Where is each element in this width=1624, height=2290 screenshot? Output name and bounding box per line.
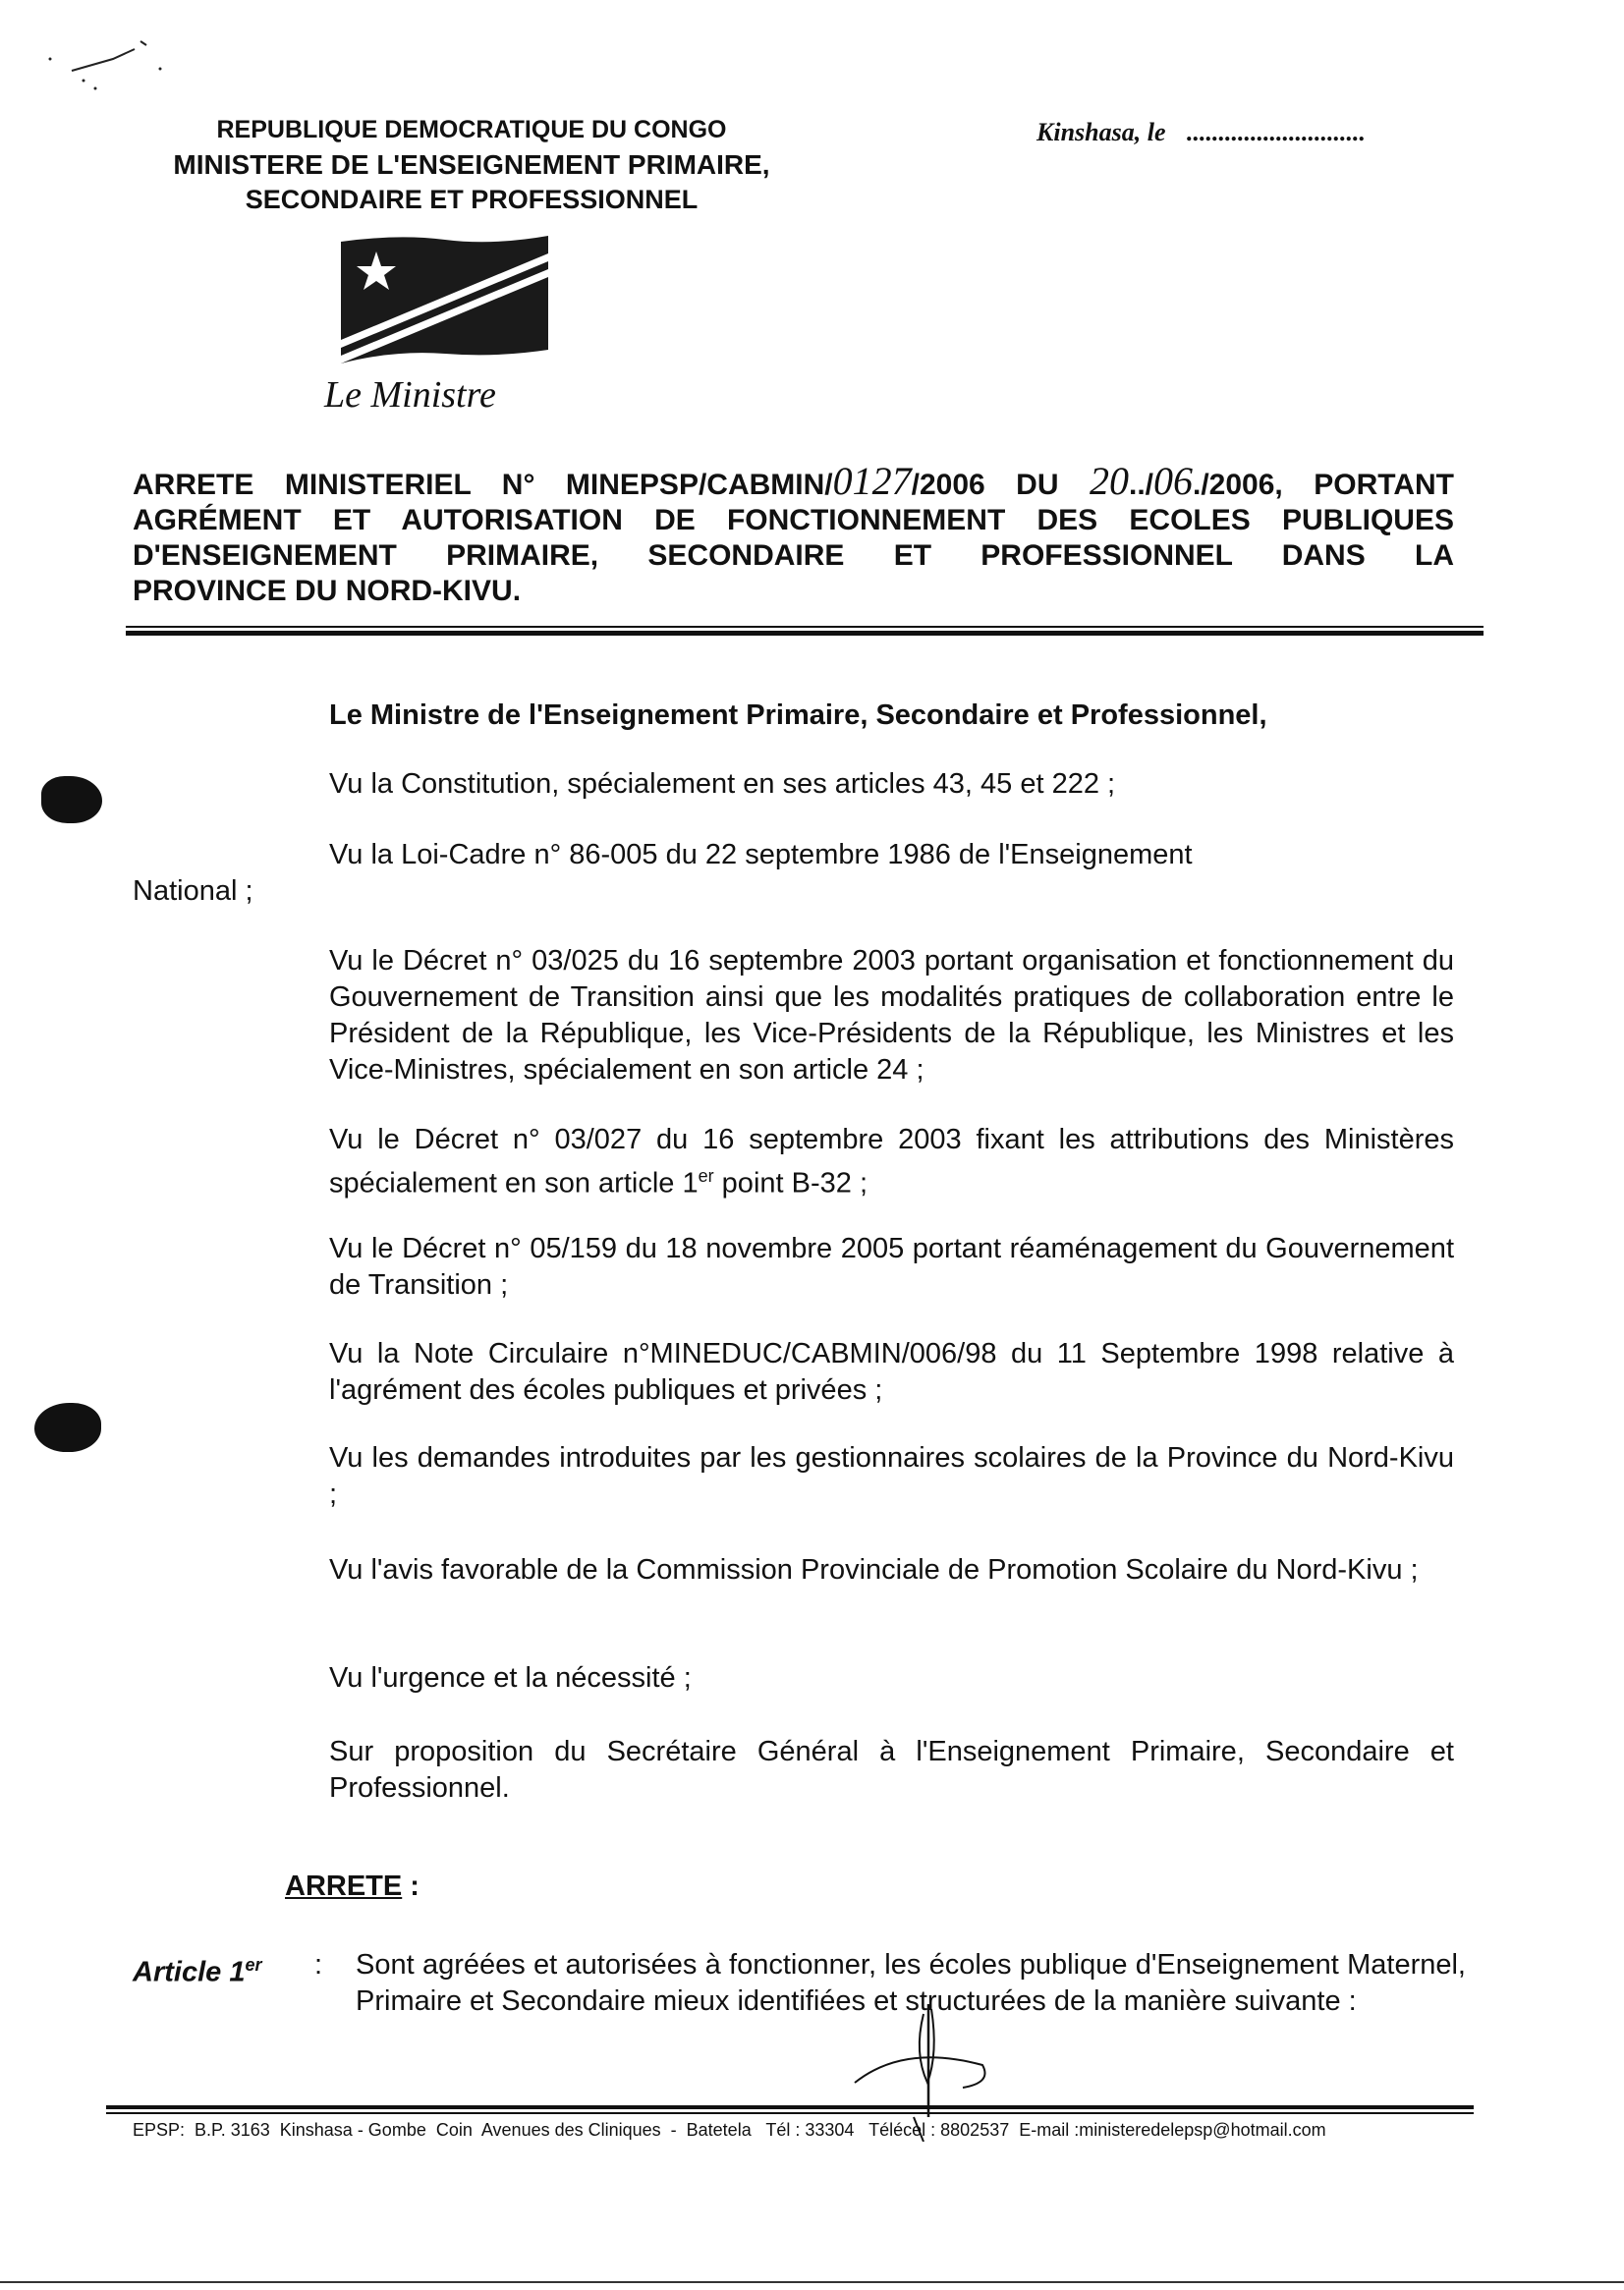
vu-loi-cadre-a: Vu la Loi-Cadre n° 86-005 du 22 septembre 1986 de l'Enseignement — [329, 839, 1193, 870]
sur-proposition — [133, 1734, 1454, 1807]
article-1-text: Sont agréées et autorisées à fonctionner, les écoles publique d'Enseignement Maternel, Primaire et Secondaire mieux identifiées et structurées de la manière suivante : — [356, 1949, 1466, 2017]
vu4-tail: point B-32 ; — [713, 1167, 868, 1200]
title-line-4: PROVINCE DU NORD-KIVU. — [133, 575, 522, 607]
title-mid: /2006 DU — [911, 469, 1090, 501]
article-label — [133, 1947, 261, 1991]
handwritten-day: 20 — [1090, 459, 1129, 503]
sur-proposition-text: Sur proposition du Secrétaire Général à l'Enseignement Primaire, Secondaire et Professionnel. — [329, 1736, 1454, 1804]
arrete-colon: : — [410, 1871, 420, 1902]
vu-decret-03-027 — [133, 1122, 1454, 1202]
vu-demandes — [133, 1440, 1454, 1513]
handwritten-number: 0127 — [832, 459, 912, 503]
scan-bottom-edge — [0, 2281, 1624, 2283]
vu-decret-05-159-text: Vu le Décret n° 05/159 du 18 novembre 2005 portant réaménagement du Gouvernement de Transition ; — [329, 1233, 1454, 1301]
title-line-3: D'ENSEIGNEMENT PRIMAIRE, SECONDAIRE ET PROFESSIONNEL DANS LA — [133, 539, 1454, 572]
place-date-dots: ............................ — [1186, 118, 1365, 146]
arrete-heading — [285, 1869, 420, 1905]
ink-blot — [41, 776, 102, 823]
vu-decret-03-025 — [133, 943, 1454, 1089]
title-rule-thin — [126, 626, 1484, 628]
footer-address: EPSP: B.P. 3163 Kinshasa - Gombe Coin Avenues des Cliniques - Batetela Tél : 33304 Télécel : 8802537 E-mail :ministeredelepsp@hotmail.com — [133, 2120, 1326, 2140]
arrete-word: ARRETE — [285, 1871, 403, 1902]
intro-line: Le Ministre de l'Enseignement Primaire, Secondaire et Professionnel, — [329, 699, 1267, 731]
article-colon: : — [314, 1949, 323, 1981]
article-label-text: Article 1 — [133, 1956, 246, 1988]
vu-constitution: Vu la Constitution, spécialement en ses articles 43, 45 et 222 ; — [329, 768, 1116, 800]
vu-decret-05-159 — [133, 1231, 1454, 1304]
vu-avis-text: Vu l'avis favorable de la Commission Provinciale de Promotion Scolaire du Nord-Kivu ; — [329, 1554, 1419, 1586]
decree-title — [133, 459, 1455, 609]
footer-rule-thick — [106, 2105, 1474, 2109]
vu-decret-03-027-text — [133, 1122, 1454, 1202]
title-suffix: ./2006, PORTANT — [1193, 469, 1455, 501]
title-rule-thick — [126, 631, 1484, 636]
ministry-line-1: MINISTERE DE L'ENSEIGNEMENT PRIMAIRE, — [173, 149, 770, 180]
country-name: REPUBLIQUE DEMOCRATIQUE DU CONGO — [216, 116, 727, 143]
handwritten-month: 06 — [1153, 459, 1194, 503]
article-label-sup: er — [245, 1955, 262, 1975]
footer-rule-thin — [106, 2112, 1474, 2114]
place-date-label: Kinshasa, le — [1036, 118, 1166, 146]
drc-flag-emblem — [339, 234, 550, 366]
scan-marks — [44, 29, 192, 108]
vu4-text: Vu le Décret n° 03/027 du 16 septembre 2003 fixant les attributions des Ministères spécialement en son article 1 — [329, 1124, 1454, 1200]
vu-avis — [133, 1552, 1454, 1589]
signature-title: Le Ministre — [324, 374, 496, 416]
place-date — [1036, 118, 1365, 147]
ministry-line-2: SECONDAIRE ET PROFESSIONNEL — [245, 185, 699, 214]
vu-note-circulaire — [133, 1336, 1454, 1409]
title-line-2: AGRÉMENT ET AUTORISATION DE FONCTIONNEMENT DES ECOLES PUBLIQUES — [133, 504, 1454, 536]
vu-urgence: Vu l'urgence et la nécessité ; — [329, 1662, 692, 1694]
vu-note-circulaire-text: Vu la Note Circulaire n°MINEDUC/CABMIN/006/98 du 11 Septembre 1998 relative à l'agrément des écoles publiques et privées ; — [329, 1338, 1454, 1406]
vu-demandes-text: Vu les demandes introduites par les gestionnaires scolaires de la Province du Nord-Kivu ; — [329, 1442, 1454, 1510]
title-line-1 — [133, 459, 1455, 503]
vu-loi-cadre-b: National ; — [133, 875, 253, 907]
title-prefix: ARRETE MINISTERIEL N° MINEPSP/CABMIN/ — [133, 469, 833, 501]
ink-blot — [34, 1403, 101, 1452]
vu-decret-03-025-text: Vu le Décret n° 03/025 du 16 septembre 2003 portant organisation et fonctionnement du Gouvernement de Transition ainsi que les modalités pratiques de collaboration entre le Président de la République, les Vice-Présidents de la République, les Ministres et les Vice-Ministres, spécialement en son article 24 ; — [329, 945, 1454, 1086]
vu4-sup: er — [698, 1166, 714, 1186]
title-separator: ../ — [1129, 469, 1154, 501]
